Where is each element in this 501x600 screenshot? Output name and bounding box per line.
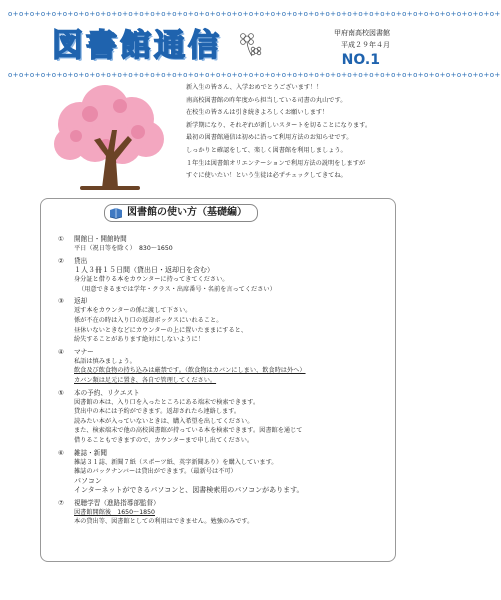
section-line: 貸出中の本には予約ができます。返却されたら連絡します。 xyxy=(74,408,241,416)
guide-section xyxy=(58,256,388,295)
intro-line: 南高校図書館の昨年度から担当している司書の丸山です。 xyxy=(186,96,347,104)
intro-line: 最初の図書館通信は初めに沿って利用方法のお知らせです。 xyxy=(186,134,353,142)
intro-line: 新入生の皆さん、入学おめでとうございます！！ xyxy=(186,84,323,91)
section-line: 身分証と借りる本をカウンターに持ってきてください。 xyxy=(74,276,229,284)
section-heading-text: 視聴学習（進路指導部監督） xyxy=(74,498,160,507)
section-line: パソコン xyxy=(74,476,102,485)
section-heading-text: 返却 xyxy=(74,297,88,306)
guide-section xyxy=(58,296,388,344)
intro-line: しっかりと確認をして、楽しく図書館を利用しましょう。 xyxy=(186,146,347,154)
intro-line: すぐに使いたい！という生徒は必ずチェックしてきてね。 xyxy=(186,172,347,180)
intro-line: １年生は図書館オリエンテーションで利用方法の説明をしますが xyxy=(186,159,366,167)
flower-icon xyxy=(238,30,264,60)
usage-guide-title-box xyxy=(104,204,258,222)
section-heading xyxy=(58,448,388,458)
section-number: ⑤ xyxy=(58,388,64,397)
guide-section xyxy=(58,498,388,527)
section-heading xyxy=(58,388,388,398)
cherry-tree-illustration xyxy=(50,84,170,194)
section-line: 読みたい本が入っていないときは、購入希望を出してください。 xyxy=(74,417,254,425)
section-line: 返す本をカウンターの係に渡して下さい。 xyxy=(74,307,192,315)
intro-line: 新学期になり、それぞれが新しいスタートを切ることになります。 xyxy=(186,121,372,129)
issue-number: NO.1 xyxy=(341,52,380,68)
bottom-ornament-border: o+o+o+o+o+o+o+o+o+o+o+o+o+o+o+o+o+o+o+o+o+o+o+o+o+o+o+o+o+o+o+o+o+o+o+o+o+o+o+o+o+o+o+o+o+ xyxy=(8,71,501,79)
section-line: 私語は慎みましょう。 xyxy=(74,357,136,365)
section-line: 雑誌のバックナンバーは貸出ができます。（最新号は不可） xyxy=(74,468,237,476)
section-heading-text: マナー xyxy=(74,347,94,356)
section-number: ⑥ xyxy=(58,448,64,457)
section-line: 雑誌３１誌、新聞７紙（スポーツ紙、英字新聞あり）を購入しています。 xyxy=(74,458,278,466)
section-number: ① xyxy=(58,235,64,243)
guide-section xyxy=(58,388,388,446)
section-number: ④ xyxy=(58,347,64,356)
guide-section xyxy=(58,234,388,254)
guide-section xyxy=(58,347,388,386)
top-ornament-border: o+o+o+o+o+o+o+o+o+o+o+o+o+o+o+o+o+o+o+o+o+o+o+o+o+o+o+o+o+o+o+o+o+o+o+o+o+o+o+o+o+o+o+o+o+ xyxy=(8,10,501,18)
section-heading-text: 雑誌・新聞 xyxy=(74,448,107,457)
section-line: 紛失することがあります絶対にしないように！ xyxy=(74,336,204,344)
intro-text xyxy=(186,82,396,183)
section-heading-text: 貸出 xyxy=(74,256,88,265)
section-line: 図書館の本は、入り口を入ったところにある端末で検索できます。 xyxy=(74,398,260,406)
section-line: 係が不在の時は入り口の返却ボックスにいれること。 xyxy=(74,316,223,324)
usage-guide-title: 図書館の使い方（基礎編） xyxy=(127,207,247,218)
section-heading-text: 本の予約、リクエスト xyxy=(74,388,140,397)
section-heading-text: 開館日・開館時間 xyxy=(74,235,127,243)
guide-sections xyxy=(58,234,388,529)
section-line: カバン類は足元に置き、各自で管理してください。 xyxy=(74,376,217,384)
section-line: また、検索端末で他の高校図書館が持っている本を検索できます。図書館を通じて xyxy=(74,427,303,435)
section-line: 飲食及び飲食物の持ち込みは厳禁です。（飲食物はカバンにしまい、飲食時は外へ） xyxy=(74,367,306,375)
issuer-name: 甲府南高校図書館 xyxy=(334,29,390,37)
section-heading xyxy=(58,234,388,244)
section-number: ② xyxy=(58,256,64,265)
section-number: ⑦ xyxy=(58,498,64,507)
section-heading xyxy=(58,256,388,266)
section-line: 昼休いないときなどにカウンターの上に置いたままにすると、 xyxy=(74,326,248,334)
section-line: （用意できるまでは学年・クラス・出席番号・名前を言ってください） xyxy=(78,285,276,293)
newsletter-title: 図書館通信 xyxy=(52,28,222,64)
section-number: ③ xyxy=(58,297,64,306)
section-heading xyxy=(58,296,388,306)
section-heading xyxy=(58,498,388,508)
section-line: 本の貸出等、図書館としての利用はできません。勉強のみです。 xyxy=(74,518,254,526)
issue-date: 平成２９年４月 xyxy=(341,41,390,49)
section-line: インターネットができるパソコンと、図書検索用のパソコンがあります。 xyxy=(74,486,304,495)
guide-section xyxy=(58,448,388,496)
section-line: 図書館開館後 1650～1850 xyxy=(74,508,155,516)
section-line: 借りることもできますので、カウンターまで申し出てください。 xyxy=(74,436,254,444)
section-line: １人３冊１５日間（貸出日・返却日を含む） xyxy=(74,265,214,274)
intro-line: 在校生の皆さんは引き続きよろしくお願いします！ xyxy=(186,109,329,117)
book-icon xyxy=(109,207,123,219)
section-line: 平日（祝日等を除く） 830～1650 xyxy=(74,245,173,252)
section-heading xyxy=(58,347,388,357)
